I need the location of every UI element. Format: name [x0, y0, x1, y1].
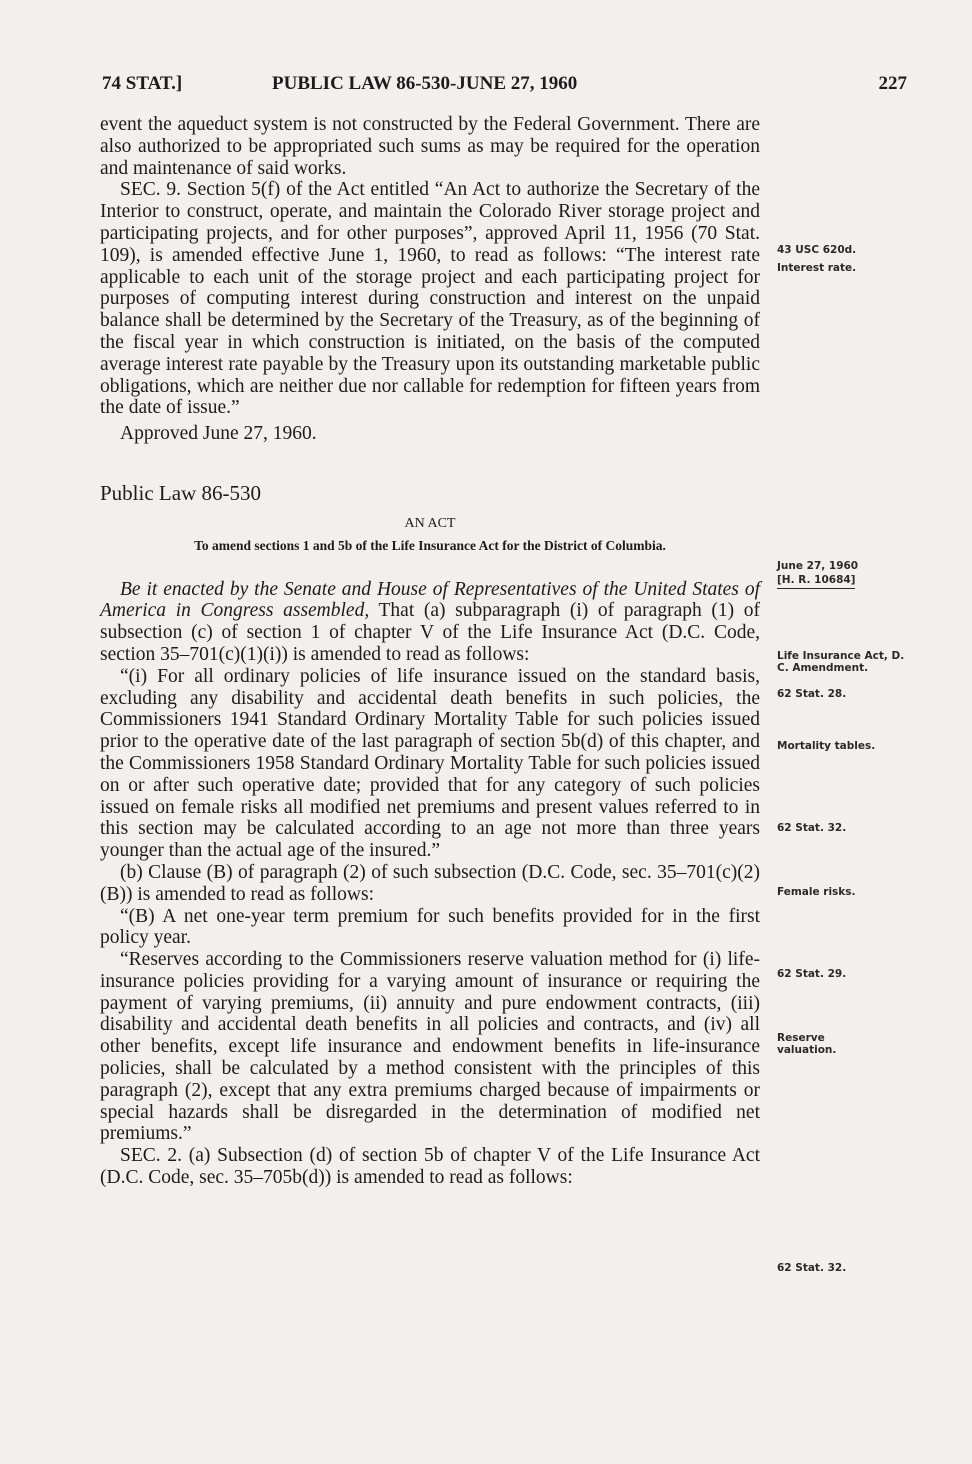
margin-note-62-stat-28: 62 Stat. 28. — [777, 688, 847, 700]
paragraph-sec-2: SEC. 2. (a) Subsection (d) of section 5b of chapter V of the Life Insurance Act (D.C. Code, sec. 35–705b(d)) is amended to read as follows: — [100, 1145, 760, 1189]
paragraph-aqueduct: event the aqueduct system is not constructed by the Federal Government. There are also authorized to be appropriated such sums as may be required for the operation and maintenance of said works. — [100, 114, 760, 179]
margin-note-female: Female risks. — [777, 886, 856, 898]
act-purpose: To amend sections 1 and 5b of the Life Insurance Act for the District of Columbia. — [194, 537, 666, 553]
margin-note-usc: 43 USC 620d. — [777, 244, 857, 256]
enacting-text: That (a) subparagraph (i) of paragraph (1) of subsection (c) of section 1 of chapter V of the Life Insurance Act (D.C. Code, section 35–701(c)(1)(i)) is amended to read as follows: — [100, 600, 760, 665]
margin-note-62-stat-29: 62 Stat. 29. — [777, 968, 847, 980]
approval-line: Approved June 27, 1960. — [120, 423, 317, 445]
enacting-formula: Be it enacted by the Senate and House of Representatives of the United States of America in Congress assembled, — [100, 578, 760, 622]
public-law-title: Public Law 86-530 — [100, 480, 261, 505]
volume-reference: 74 STAT.] — [102, 73, 183, 94]
enacting-clause — [100, 579, 760, 666]
margin-note-life-insurance: Life Insurance Act, D. C. Amendment. — [777, 650, 905, 674]
margin-note-date: June 27, 1960 — [777, 560, 859, 572]
page-number: 227 — [878, 73, 907, 94]
an-act-heading: AN ACT — [404, 515, 456, 531]
paragraph-i: “(i) For all ordinary policies of life insurance issued on the standard basis, excluding any disability and accidental death benefits in such policies, the Commissioners 1941 Standard Ordinary Mortality Table for such policies issued prior to the operative date of the last paragraph of section 5b(d) of this chapter, and the Commissioners 1958 Standard Ordinary Mortality Table for such policies issued on or after such operative date; provided that for any category of such policies issued on female risks all modified net premiums and present values referred to in this section may be calculated according to an age not more than three years younger than the actual age of the insured.” — [100, 665, 760, 862]
margin-note-interest-rate: Interest rate. — [777, 262, 857, 274]
paragraph-reserves: “Reserves according to the Commissioners reserve valuation method for (i) life-insurance policies providing for a varying amount of insurance or requiring the payment of varying premiums, (ii) annuity and pure endowment contracts, (iii) disability and accidental death benefits in all policies and contracts, and (iv) all other benefits, except life insurance and endowment benefits in life-insurance policies, shall be calculated by a method consistent with the principles of this paragraph (2), except that any extra premiums charged because of impairments or special hazards shall be disregarded in the determination of modified net premiums.” — [100, 949, 760, 1145]
margin-note-bill: [H. R. 10684] — [777, 574, 855, 589]
margin-note-reserve: Reserve valuation. — [777, 1032, 837, 1056]
margin-note-62-stat-32-second: 62 Stat. 32. — [777, 1262, 847, 1274]
main-text — [100, 114, 760, 1189]
running-title: PUBLIC LAW 86-530-JUNE 27, 1960 — [272, 73, 578, 94]
paragraph-b: (b) Clause (B) of paragraph (2) of such subsection (D.C. Code, sec. 35–701(c)(2)(B)) is amended to read as follows: — [100, 861, 760, 905]
paragraph-B: “(B) A net one-year term premium for such benefits provided for in the first policy year. — [100, 905, 760, 949]
page-header — [102, 73, 907, 97]
paragraph-sec-9: SEC. 9. Section 5(f) of the Act entitled “An Act to authorize the Secretary of the Interior to construct, operate, and maintain the Colorado River storage project and participating projects, and for other purposes”, approved April 11, 1956 (70 Stat. 109), is amended effective June 1, 1960, to read as follows: “The interest rate applicable to each unit of the storage project and each participating project for purposes of computing interest during construction and interest on the unpaid balance shall be determined by the Secretary of the Treasury, as of the beginning of the fiscal year in which construction is initiated, on the basis of the computed average interest rate payable by the Treasury upon its outstanding marketable public obligations, which are neither due nor callable for redemption for fifteen years from the date of issue.” — [100, 179, 760, 419]
margin-note-62-stat-32: 62 Stat. 32. — [777, 822, 847, 834]
margin-note-mortality: Mortality tables. — [777, 740, 876, 752]
